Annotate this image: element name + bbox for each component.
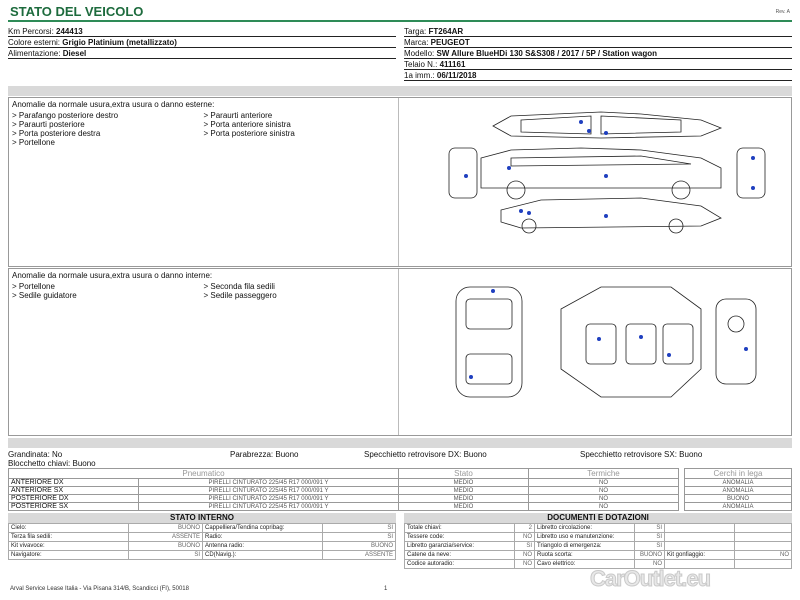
damage-item: > Paraurti posteriore — [12, 120, 85, 129]
condition-summary — [8, 450, 792, 468]
header-stato: Stato — [399, 469, 529, 479]
table-row: POSTERIORE SX PIRELLI CINTURATO 225/45 R17 000/091 Y MEDIO NO ANOMALIA — [9, 503, 792, 511]
damage-item: > Parafango posteriore destro — [12, 111, 119, 120]
table-row: ANTERIORE DX PIRELLI CINTURATO 225/45 R17 000/091 Y MEDIO NO ANOMALIA — [9, 479, 792, 487]
page-number: 1 — [384, 586, 388, 592]
table-row: Kit vivavoce: BUONO Antenna radio: BUONO — [9, 542, 396, 551]
info-row-immatricolazione: 1a imm.: 06/11/2018 — [404, 70, 792, 81]
blocchetto-text: Blocchetto chiavi: Buono — [8, 459, 96, 468]
table-row: Tessere code: NO Libretto uso e manutenzione: SI — [405, 533, 792, 542]
table-row: Terza fila sedili: ASSENTE Radio: SI — [9, 533, 396, 542]
internal-damage-col2 — [204, 282, 396, 300]
table-row: ANTERIORE SX PIRELLI CINTURATO 225/45 R17 000/091 Y MEDIO NO ANOMALIA — [9, 487, 792, 495]
damage-item: > Portellone — [12, 138, 55, 147]
damage-item: > Sedile passeggero — [203, 291, 277, 300]
external-damage-section — [8, 97, 792, 267]
damage-item: > Porta posteriore sinistra — [203, 129, 295, 138]
tyres-header-row — [9, 469, 792, 479]
vehicle-info-right — [404, 26, 792, 80]
page-header — [8, 4, 792, 22]
damage-item: > Seconda fila sedili — [203, 282, 275, 291]
damage-item: > Sedile guidatore — [12, 291, 77, 300]
damage-item: > Paraurti anteriore — [203, 111, 273, 120]
internal-damage-title: Anomalie da normale usura,extra usura o danno interne: — [12, 271, 213, 280]
table-row: POSTERIORE DX PIRELLI CINTURATO 225/45 R17 000/091 Y MEDIO NO BUONO — [9, 495, 792, 503]
info-row-modello: Modello: SW Allure BlueHDi 130 S&S308 / 2017 / 5P / Station wagon — [404, 48, 792, 59]
internal-damage-section — [8, 268, 792, 436]
watermark-logo: CarOutlet.eu — [590, 566, 711, 591]
external-damage-title: Anomalie da normale usura,extra usura o danno esterne: — [12, 100, 215, 109]
documenti-title: DOCUMENTI E DOTAZIONI — [404, 513, 792, 523]
footer-address: Arval Service Lease Italia - Via Pisana 314/B, Scandicci (FI), 50018 — [10, 586, 189, 592]
info-row-alimentazione: Alimentazione: Diesel — [8, 48, 396, 59]
internal-damage-text — [9, 269, 399, 435]
external-damage-text — [9, 98, 399, 266]
tyres-table — [8, 468, 792, 511]
header-cerchi: Cerchi in lega — [685, 469, 792, 479]
external-damage-col1 — [12, 111, 204, 147]
table-row: Catene da neve: NO Ruota scorta: BUONO Kit gonfiaggio: NO — [405, 551, 792, 560]
table-row: Totale chiavi: 2 Libretto circolazione: SI — [405, 524, 792, 533]
table-row: Navigatore: SI CD(Navig.): ASSENTE — [9, 551, 396, 560]
header-termiche: Termiche — [529, 469, 679, 479]
parabrezza-text: Parabrezza: Buono — [230, 450, 299, 459]
internal-car-diagram — [401, 269, 791, 435]
section-divider — [8, 438, 792, 448]
stato-interno-table — [8, 523, 396, 560]
info-row-telaio: Telaio N.: 411161 — [404, 59, 792, 70]
section-divider — [8, 86, 792, 96]
table-row: Cielo: BUONO Cappelliera/Tendina copribag: SI — [9, 524, 396, 533]
external-car-diagram — [401, 98, 791, 266]
info-row-colore: Colore esterni: Grigio Platinium (metallizzato) — [8, 37, 396, 48]
specchietto-sx-text: Specchietto retrovisore SX: Buono — [580, 450, 703, 459]
damage-item: > Porta anteriore sinistra — [203, 120, 291, 129]
damage-item: > Portellone — [12, 282, 55, 291]
header-pneumatico: Pneumatico — [9, 469, 399, 479]
page-title: STATO DEL VEICOLO — [10, 4, 144, 19]
grandinata-text: Grandinata: No — [8, 450, 63, 459]
revision-label: Rev. A — [775, 9, 790, 15]
info-row-marca: Marca: PEUGEOT — [404, 37, 792, 48]
external-damage-col2 — [204, 111, 396, 147]
specchietto-dx-text: Specchietto retrovisore DX: Buono — [364, 450, 487, 459]
damage-item: > Porta posteriore destra — [12, 129, 101, 138]
internal-damage-col1 — [12, 282, 204, 300]
vehicle-info-left — [8, 26, 396, 80]
info-row-km: Km Percorsi: 244413 — [8, 26, 396, 37]
info-row-targa: Targa: FT264AR — [404, 26, 792, 37]
stato-interno-title: STATO INTERNO — [8, 513, 396, 523]
table-row: Libretto garanzia/service: SI Triangolo di emergenza: SI — [405, 542, 792, 551]
table-row: Codice autoradio: NO Cavo elettrico: NO — [405, 560, 792, 569]
documenti-table — [404, 523, 792, 569]
